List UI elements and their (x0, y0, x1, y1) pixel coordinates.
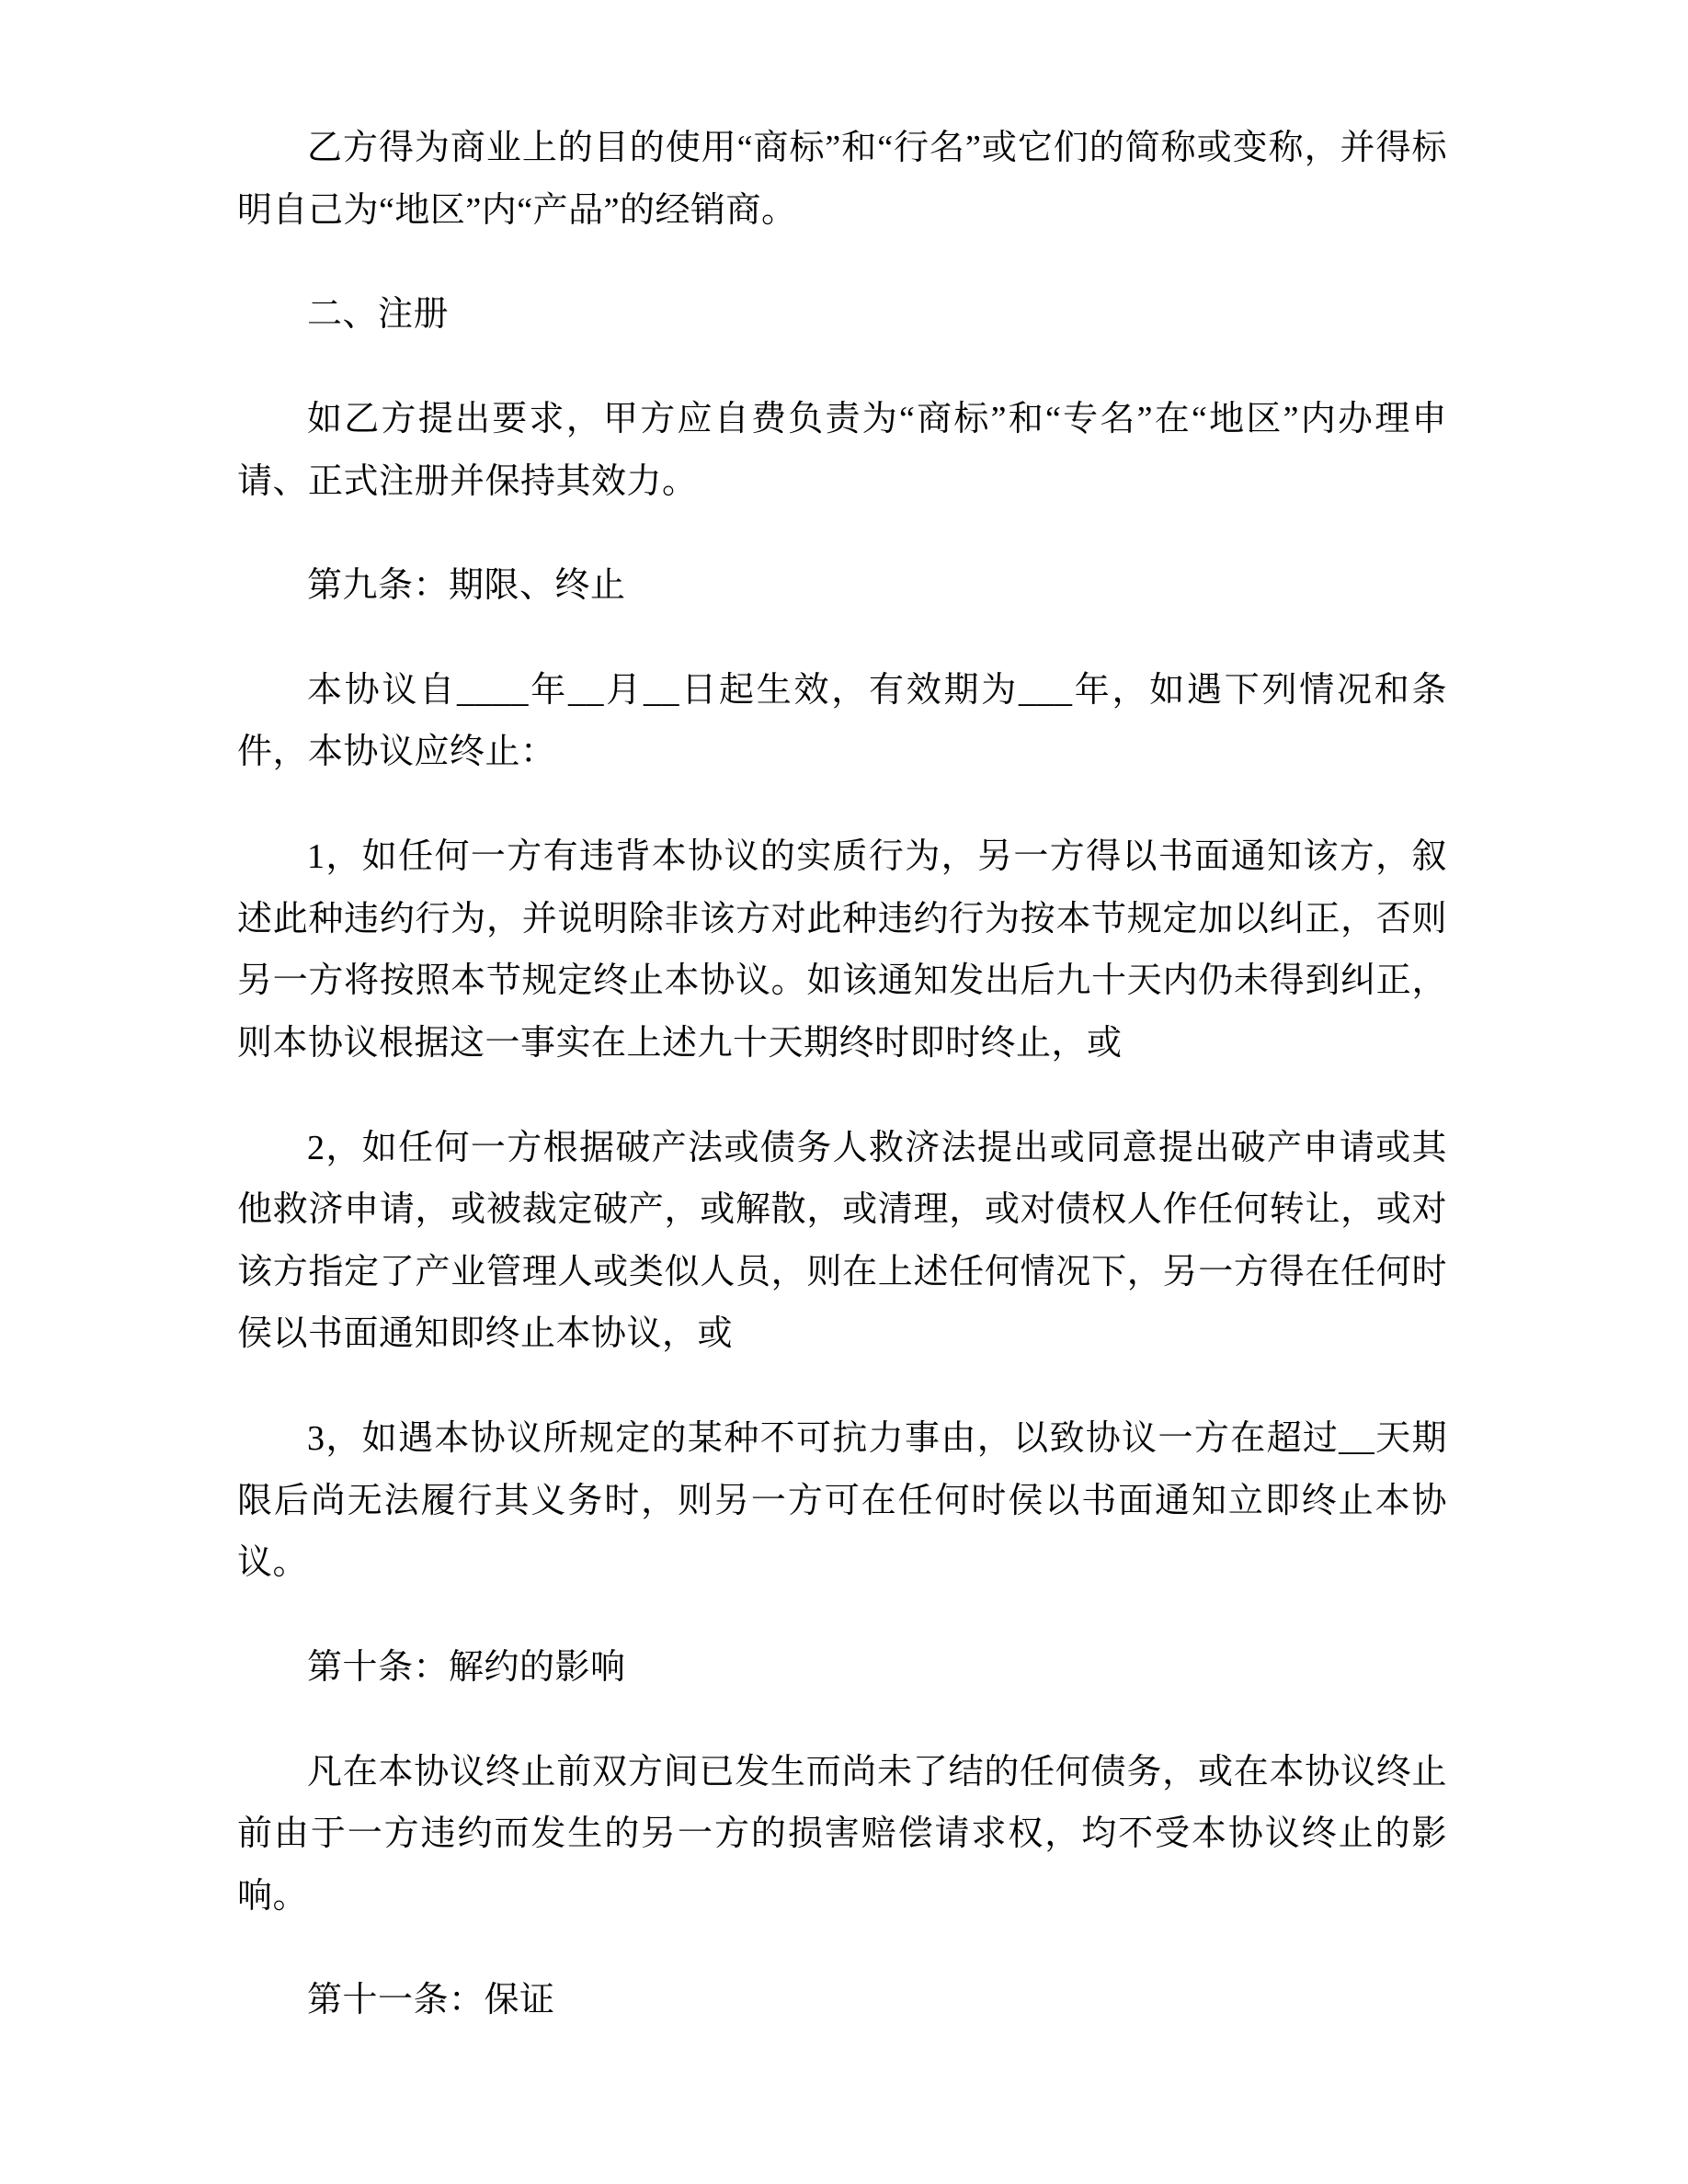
document-body (237, 118, 1447, 2032)
section-heading-article-10: 第十条：解约的影响 (307, 1647, 626, 1687)
document-paragraph: 乙方得为商业上的目的使用“商标”和“行名”或它们的简称或变称，并得标明自己为“地区”内“产品”的经销商。 (237, 129, 1447, 230)
document-paragraph: 如乙方提出要求，甲方应自费负责为“商标”和“专名”在“地区”内办理申请、正式注册并保持其效力。 (237, 399, 1447, 501)
document-paragraph: 2，如任何一方根据破产法或债务人救济法提出或同意提出破产申请或其他救济申请，或被裁定破产，或解散，或清理，或对债权人作任何转让，或对该方指定了产业管理人或类似人员，则在上述任何情况下，另一方得在任何时侯以书面通知即终止本协议，或 (237, 1128, 1447, 1354)
document-paragraph: 本协议自____年__月__日起生效，有效期为___年，如遇下列情况和条件，本协议应终止： (237, 670, 1447, 772)
document-paragraph: 3，如遇本协议所规定的某种不可抗力事由，以致协议一方在超过__天期限后尚无法履行其义务时，则另一方可在任何时侯以书面通知立即终止本协议。 (237, 1419, 1447, 1583)
document-paragraph: 凡在本协议终止前双方间已发生而尚未了结的任何债务，或在本协议终止前由于一方违约而发生的另一方的损害赔偿请求权，均不受本协议终止的影响。 (237, 1752, 1447, 1916)
section-heading-article-11: 第十一条：保证 (307, 1981, 555, 2020)
section-heading-article-9: 第九条：期限、终止 (307, 566, 626, 606)
document-paragraph: 1，如任何一方有违背本协议的实质行为，另一方得以书面通知该方，叙述此种违约行为，并说明除非该方对此种违约行为按本节规定加以纠正，否则另一方将按照本节规定终止本协议。如该通知发出后九十天内仍未得到纠正，则本协议根据这一事实在上述九十天期终时即时终止，或 (237, 837, 1447, 1063)
section-heading-registration: 二、注册 (307, 295, 450, 335)
